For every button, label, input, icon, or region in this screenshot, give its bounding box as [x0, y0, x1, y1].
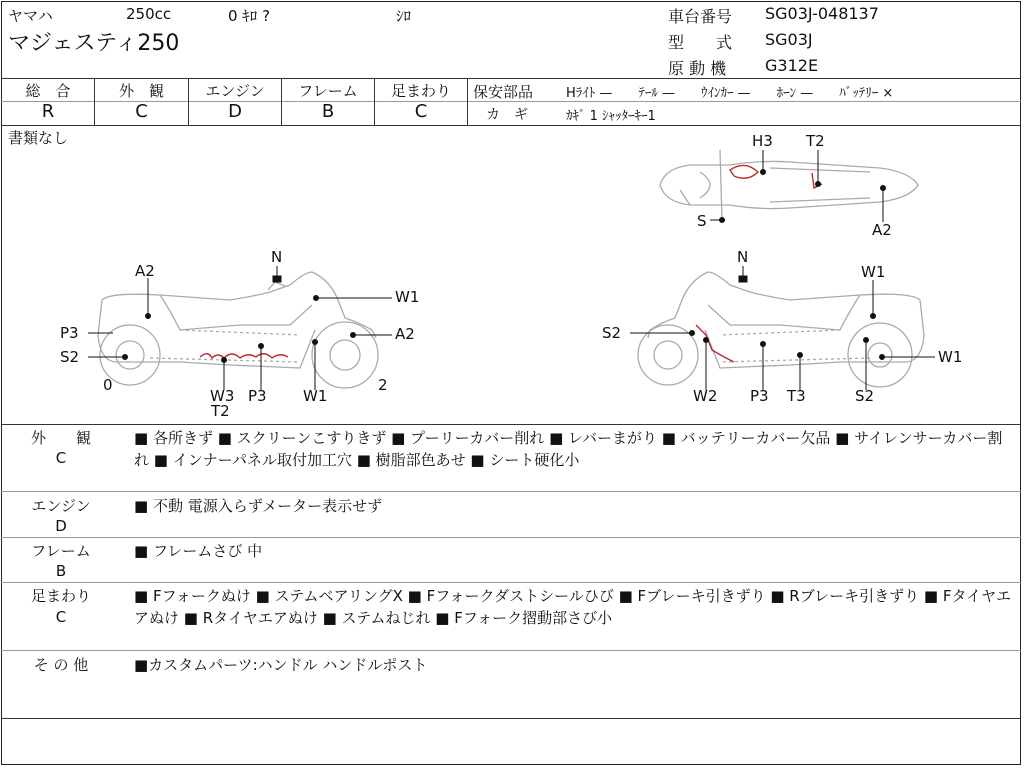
divider [1, 650, 1021, 651]
grade-exterior-value: C [135, 101, 148, 122]
engine-label: 原 動 機 [668, 59, 727, 78]
frame-no-label: 車台番号 [668, 7, 733, 26]
grade-overall-label: 総 合 [25, 82, 71, 100]
grade-frame-value: B [321, 101, 335, 122]
scooter-top-view [660, 150, 918, 220]
diagram-label: A2 [872, 221, 892, 239]
divider [468, 101, 1021, 102]
section-other-text: ■カスタムパーツ:ハンドル ハンドルポスト [134, 656, 428, 674]
safety-parts-label: 保安部品 [473, 83, 534, 101]
divider [1, 582, 1021, 583]
key-label: カ ギ [486, 107, 528, 123]
section-frame-text: ■ フレームさび 中 [134, 542, 263, 560]
diagram-label: W1 [861, 263, 886, 281]
section-engine-text: ■ 不動 電源入らずメーター表示せず [134, 497, 383, 515]
damage-mark-left [200, 354, 288, 358]
diagram-label: T2 [211, 402, 230, 420]
grade-exterior-label: 外 観 [118, 82, 164, 100]
grade-suspension-label: 足まわり [390, 82, 451, 100]
diagram-label: P3 [248, 387, 267, 405]
safety-parts-items: Hﾗｲﾄ — ﾃｰﾙ — ｳｲﾝｶｰ — ﾎｰﾝ — ﾊﾞｯﾃﾘｰ × [566, 86, 894, 101]
grade-engine-value: D [228, 101, 242, 122]
section-exterior-name: 外 観 [30, 429, 91, 447]
section-other-name: そ の 他 [33, 656, 89, 674]
diagram-label: N [271, 248, 283, 266]
diagram-label: W1 [303, 387, 328, 405]
scooter-right-side-view [638, 272, 924, 387]
documents-note: 書類なし [8, 129, 69, 147]
section-frame-grade: B [55, 562, 67, 580]
color: ｼﾛ [396, 7, 412, 25]
divider [1, 718, 1021, 719]
diagram-label: S [697, 212, 707, 230]
diagram-label: W1 [395, 288, 420, 306]
key-value: ｶｷﾞ 1 ｼｬｯﾀｰｷｰ1 [566, 109, 656, 124]
diagram-label: S2 [855, 387, 875, 405]
damage-mark-top-h3 [730, 165, 758, 178]
grade-overall-value: R [41, 101, 55, 122]
maker: ヤマハ [8, 7, 53, 25]
engine-cc: 250cc [126, 5, 172, 23]
diagram-label: 2 [378, 376, 388, 394]
mileage: 0 ｷﾛ ? [228, 7, 271, 25]
grade-frame-label: フレーム [298, 82, 358, 100]
diagram-label: W1 [938, 348, 963, 366]
type-label: 型 式 [668, 33, 733, 52]
frame-no: SG03J-048137 [765, 4, 879, 23]
divider [1, 537, 1021, 538]
diagram-label: T2 [806, 132, 825, 150]
section-frame-name: フレーム [31, 542, 91, 560]
scooter-left-side-view [98, 272, 378, 388]
section-engine-name: エンジン [31, 497, 91, 515]
diagram-label: W2 [693, 387, 718, 405]
diagram-label: H3 [752, 132, 773, 150]
type-value: SG03J [765, 30, 813, 49]
model-name: マジェスティ250 [8, 31, 180, 56]
diagram-label: W3 [210, 387, 235, 405]
diagram-label: T3 [787, 387, 806, 405]
section-exterior-grade: C [55, 449, 67, 467]
diagram-label: A2 [135, 262, 155, 280]
diagram-label: 0 [103, 376, 113, 394]
section-suspension-name: 足まわり [30, 587, 91, 605]
divider [1, 491, 1021, 492]
divider [1, 78, 1021, 79]
section-engine-grade: D [55, 517, 67, 535]
engine-value: G312E [765, 56, 819, 75]
diagram-label: S2 [60, 348, 80, 366]
diagram-label: A2 [395, 325, 415, 343]
divider [467, 78, 468, 125]
diagram-label: P3 [750, 387, 769, 405]
section-suspension-text: ■ Fフォークぬけ ■ ステムベアリングX ■ Fフォークダストシールひび ■ Fブレーキ引きずり ■ Rブレーキ引きずり ■ Fタイヤエアぬけ ■ Rタイヤエアぬけ ■ ステムねじれ ■ Fフォーク摺動部さび小 [134, 587, 1012, 627]
diagram-label: N [737, 248, 749, 266]
diagram-label: P3 [60, 324, 79, 342]
diagram-label: S2 [602, 324, 622, 342]
grade-suspension-value: C [414, 101, 428, 122]
divider [1, 424, 1021, 425]
section-exterior-text: ■ 各所きず ■ スクリーンこすりきず ■ プーリーカバー削れ ■ レバーまがり ■ バッテリーカバー欠品 ■ サイレンサーカバー割れ ■ インナーパネル取付加工穴 ■ 樹脂部色あせ ■ シート硬化小 [134, 429, 1003, 469]
grade-engine-label: エンジン [205, 82, 265, 100]
section-suspension-grade: C [55, 608, 67, 626]
